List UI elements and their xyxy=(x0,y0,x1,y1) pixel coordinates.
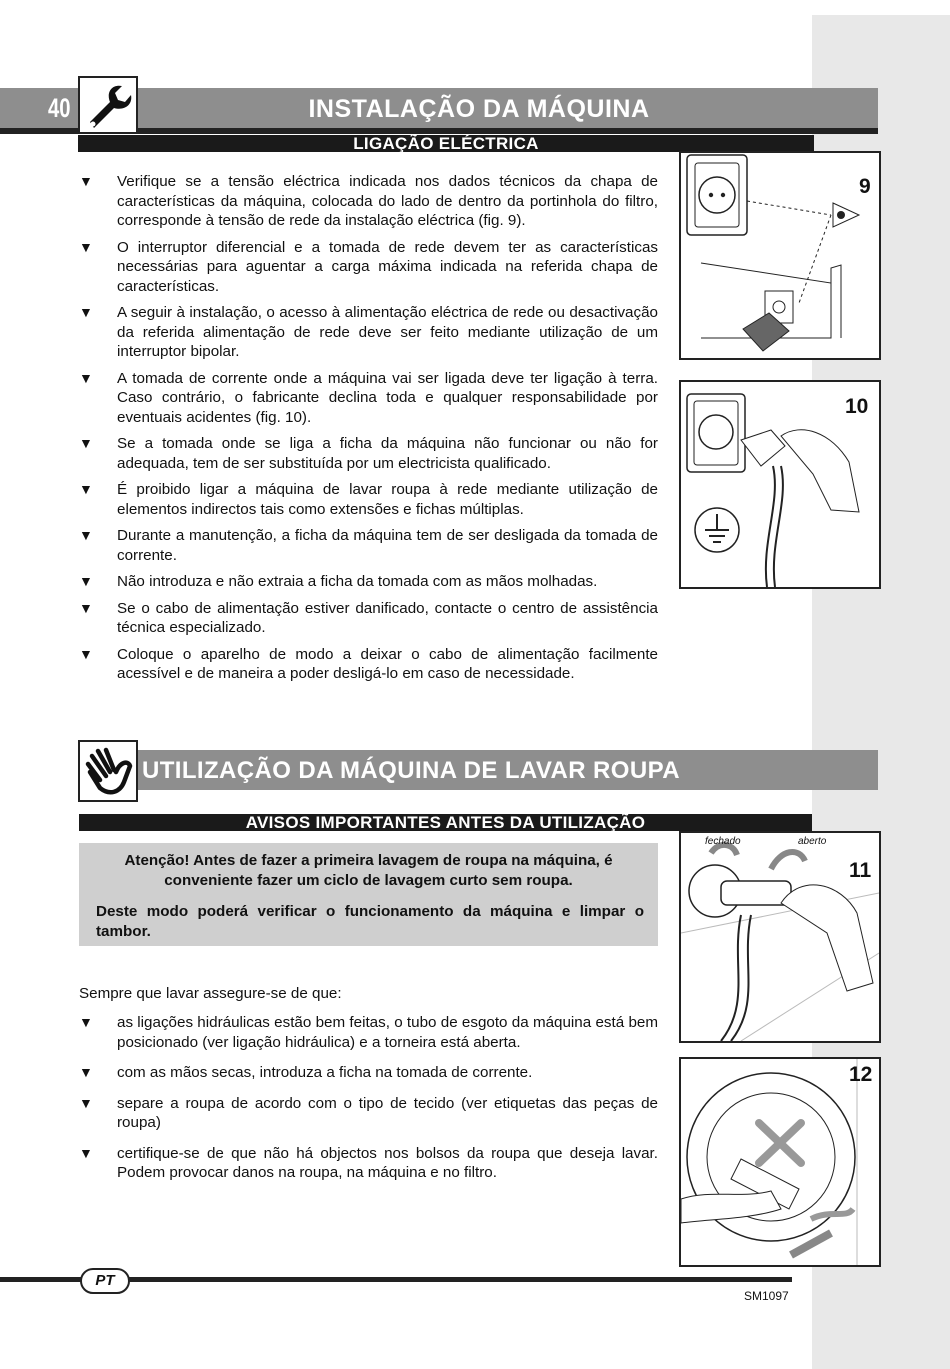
bullet-arrow-icon: ▼ xyxy=(79,435,93,451)
bullet-arrow-icon: ▼ xyxy=(79,645,93,662)
warning-text-check: Deste modo poderá verificar o funcionamento da máquina e limpar o tambor. xyxy=(96,903,644,940)
bullet-arrow-icon: ▼ xyxy=(79,1144,93,1161)
bullet-arrow-icon: ▼ xyxy=(79,1014,93,1030)
bullet-arrow-icon: ▼ xyxy=(79,173,93,189)
list-item: ▼ com as mãos secas, introduza a ficha na tomada de corrente. xyxy=(79,1064,533,1081)
label-open: aberto xyxy=(798,836,827,847)
bullet-arrow-icon: ▼ xyxy=(79,1064,93,1080)
bullet-arrow-icon: ▼ xyxy=(79,304,93,320)
page-number: 40 xyxy=(48,93,71,123)
list-item: ▼ Se a tomada onde se liga a ficha da máquina não funcionar ou não for adequada, tem de ser substituída por um electricista qualificado. xyxy=(79,435,658,472)
bullet-arrow-icon: ▼ xyxy=(79,599,93,616)
document-code: SM1097 xyxy=(744,1289,789,1303)
language-badge: PT xyxy=(80,1268,130,1294)
list-item: ▼ É proibido ligar a máquina de lavar roupa à rede mediante utilização de elementos indirectos tais como extensões e fichas múltiplas. xyxy=(79,481,658,518)
section-title-usage: UTILIZAÇÃO DA MÁQUINA DE LAVAR ROUPA xyxy=(142,757,680,784)
subsection-title-warnings: AVISOS IMPORTANTES ANTES DA UTILIZAÇÃO xyxy=(79,814,812,831)
list-item: ▼ Durante a manutenção, a ficha da máquina tem de ser desligada da tomada de corrente. xyxy=(79,527,658,564)
hand-icon xyxy=(78,740,138,802)
bullet-arrow-icon: ▼ xyxy=(79,481,93,497)
bullet-arrow-icon: ▼ xyxy=(79,369,93,386)
subsection-title-electrical: LIGAÇÃO ELÉCTRICA xyxy=(78,135,814,152)
list-item: ▼ O interruptor diferencial e a tomada de rede devem ter as características necessárias para aguentar a carga máxima indicada na referida chapa de características. xyxy=(79,238,658,295)
list-item: ▼ certifique-se de que não há objectos nos bolsos da roupa que deseja lavar. Podem provocar danos na roupa, na máquina e no filtro. xyxy=(79,1144,658,1181)
list-item: ▼ A seguir à instalação, o acesso à alimentação eléctrica de rede ou desactivação da referida alimentação de rede deve ser feito mediante utilização de um interruptor bipolar. xyxy=(79,304,658,360)
bullet-arrow-icon: ▼ xyxy=(79,238,93,255)
figure-9-socket-rating xyxy=(679,151,881,360)
list-item: ▼ Coloque o aparelho de modo a deixar o cabo de alimentação facilmente acessível e de maneira a poder desligá-lo em caso de necessidade. xyxy=(79,645,658,682)
label-closed: fechado xyxy=(705,836,741,847)
figure-10-earthed-plug xyxy=(679,380,881,589)
bullet-arrow-icon: ▼ xyxy=(79,573,93,589)
section-title-installation: INSTALAÇÃO DA MÁQUINA xyxy=(308,95,650,123)
electrical-bullet-list xyxy=(79,172,658,691)
list-item: ▼ Não introduza e não extraia a ficha da tomada com as mãos molhadas. xyxy=(79,573,598,590)
wrench-icon xyxy=(78,76,138,134)
figure-11-water-tap xyxy=(679,831,881,1043)
warning-box xyxy=(79,843,658,946)
list-item: ▼ separe a roupa de acordo com o tipo de tecido (ver etiquetas das peças de roupa) xyxy=(79,1094,658,1131)
warning-text-first-wash: Atenção! Antes de fazer a primeira lavagem de roupa na máquina, é conveniente fazer um ciclo de lavagem curto sem roupa. xyxy=(124,852,613,889)
figure-number: 10 xyxy=(845,395,869,418)
list-item: ▼ Se o cabo de alimentação estiver danificado, contacte o centro de assistência técnica especializado. xyxy=(79,599,658,636)
usage-intro-text: Sempre que lavar assegure-se de que: xyxy=(79,985,342,1002)
list-item: ▼ as ligações hidráulicas estão bem feitas, o tubo de esgoto da máquina está bem posicionado (ver ligação hidráulica) e a torneira está aberta. xyxy=(79,1014,658,1051)
bullet-arrow-icon: ▼ xyxy=(79,1094,93,1111)
list-item: ▼ Verifique se a tensão eléctrica indicada nos dados técnicos da chapa de características da máquina, colocada do lado de dentro da portinhola do filtro, corresponde à tensão de rede da instalação eléctrica (fig. 9). xyxy=(79,173,658,229)
list-item: ▼ A tomada de corrente onde a máquina vai ser ligada deve ter ligação à terra. Caso contrário, o fabricante declina toda e qualquer responsabilidade por eventuais acidentes (fig. 10). xyxy=(79,369,658,426)
figure-number: 11 xyxy=(849,859,872,882)
bullet-arrow-icon: ▼ xyxy=(79,527,93,543)
figure-number: 12 xyxy=(849,1063,873,1086)
figure-12-empty-pockets xyxy=(679,1057,881,1267)
usage-bullet-list xyxy=(79,1013,658,1190)
figure-number: 9 xyxy=(859,175,871,198)
